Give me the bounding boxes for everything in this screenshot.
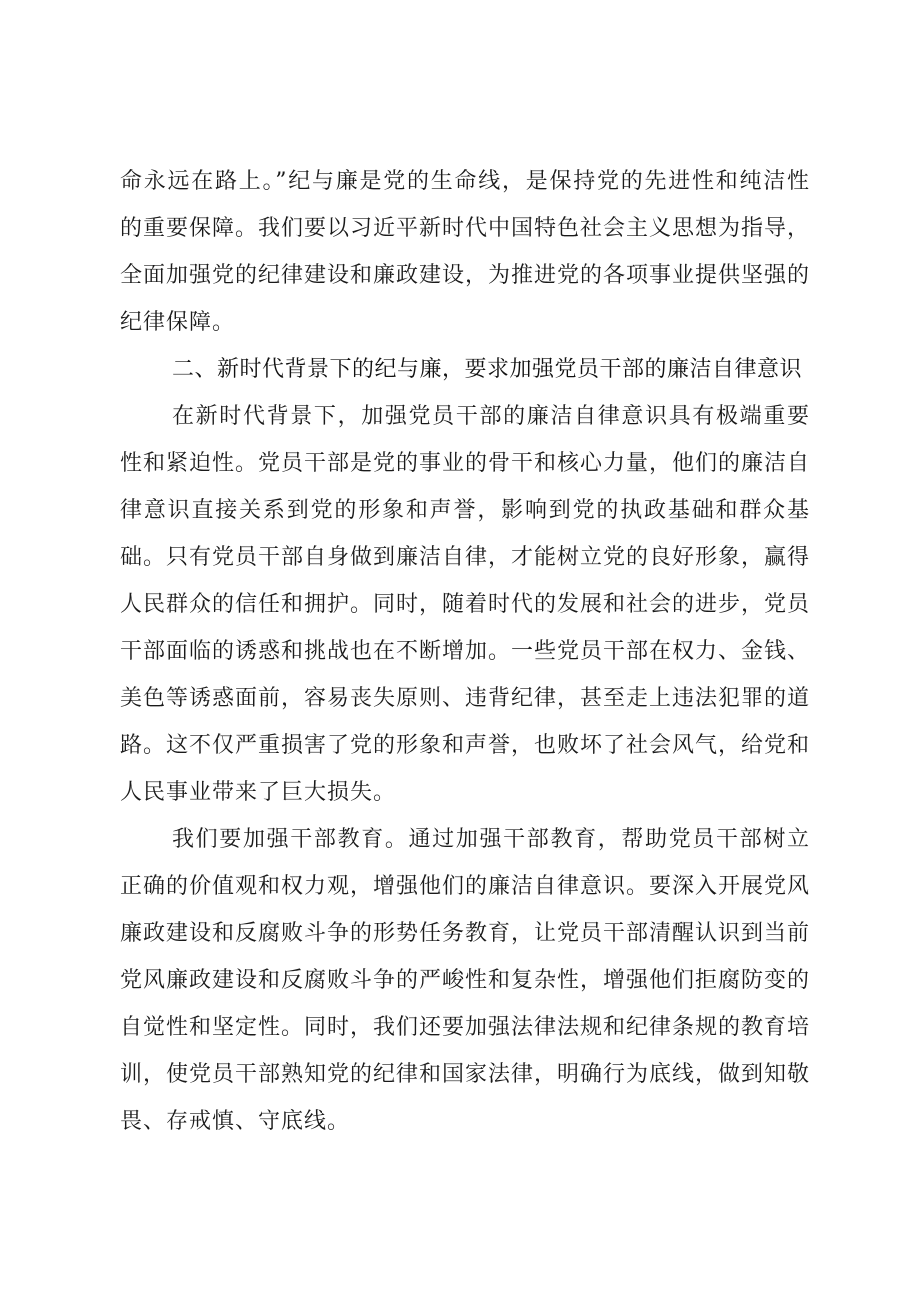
document-body <box>120 158 810 1145</box>
paragraph-body: 我们要加强干部教育。通过加强干部教育，帮助党员干部树立正确的价值观和权力观，增强他们的廉洁自律意识。要深入开展党风廉政建设和反腐败斗争的形势任务教育，让党员干部清醒认识到当前党风廉政建设和反腐败斗争的严峻性和复杂性，增强他们拒腐防变的自觉性和坚定性。同时，我们还要加强法律法规和纪律条规的教育培训，使党员干部熟知党的纪律和国家法律，明确行为底线，做到知敬畏、存戒慎、守底线。 <box>120 827 811 1134</box>
paragraph-continuation: 命永远在路上。”纪与廉是党的生命线，是保持党的先进性和纯洁性的重要保障。我们要以习近平新时代中国特色社会主义思想为指导，全面加强党的纪律建设和廉政建设，为推进党的各项事业提供坚强的纪律保障。 <box>120 169 811 335</box>
paragraph-body: 在新时代背景下，加强党员干部的廉洁自律意识具有极端重要性和紧迫性。党员干部是党的事业的骨干和核心力量，他们的廉洁自律意识直接关系到党的形象和声誉，影响到党的执政基础和群众基础。只有党员干部自身做到廉洁自律，才能树立党的良好形象，赢得人民群众的信任和拥护。同时，随着时代的发展和社会的进步，党员干部面临的诱惑和挑战也在不断增加。一些党员干部在权力、金钱、美色等诱惑面前，容易丧失原则、违背纪律，甚至走上违法犯罪的道路。这不仅严重损害了党的形象和声誉，也败坏了社会风气，给党和人民事业带来了巨大损失。 <box>120 404 811 805</box>
section-heading: 二、新时代背景下的纪与廉，要求加强党员干部的廉洁自律意识 <box>172 357 803 382</box>
